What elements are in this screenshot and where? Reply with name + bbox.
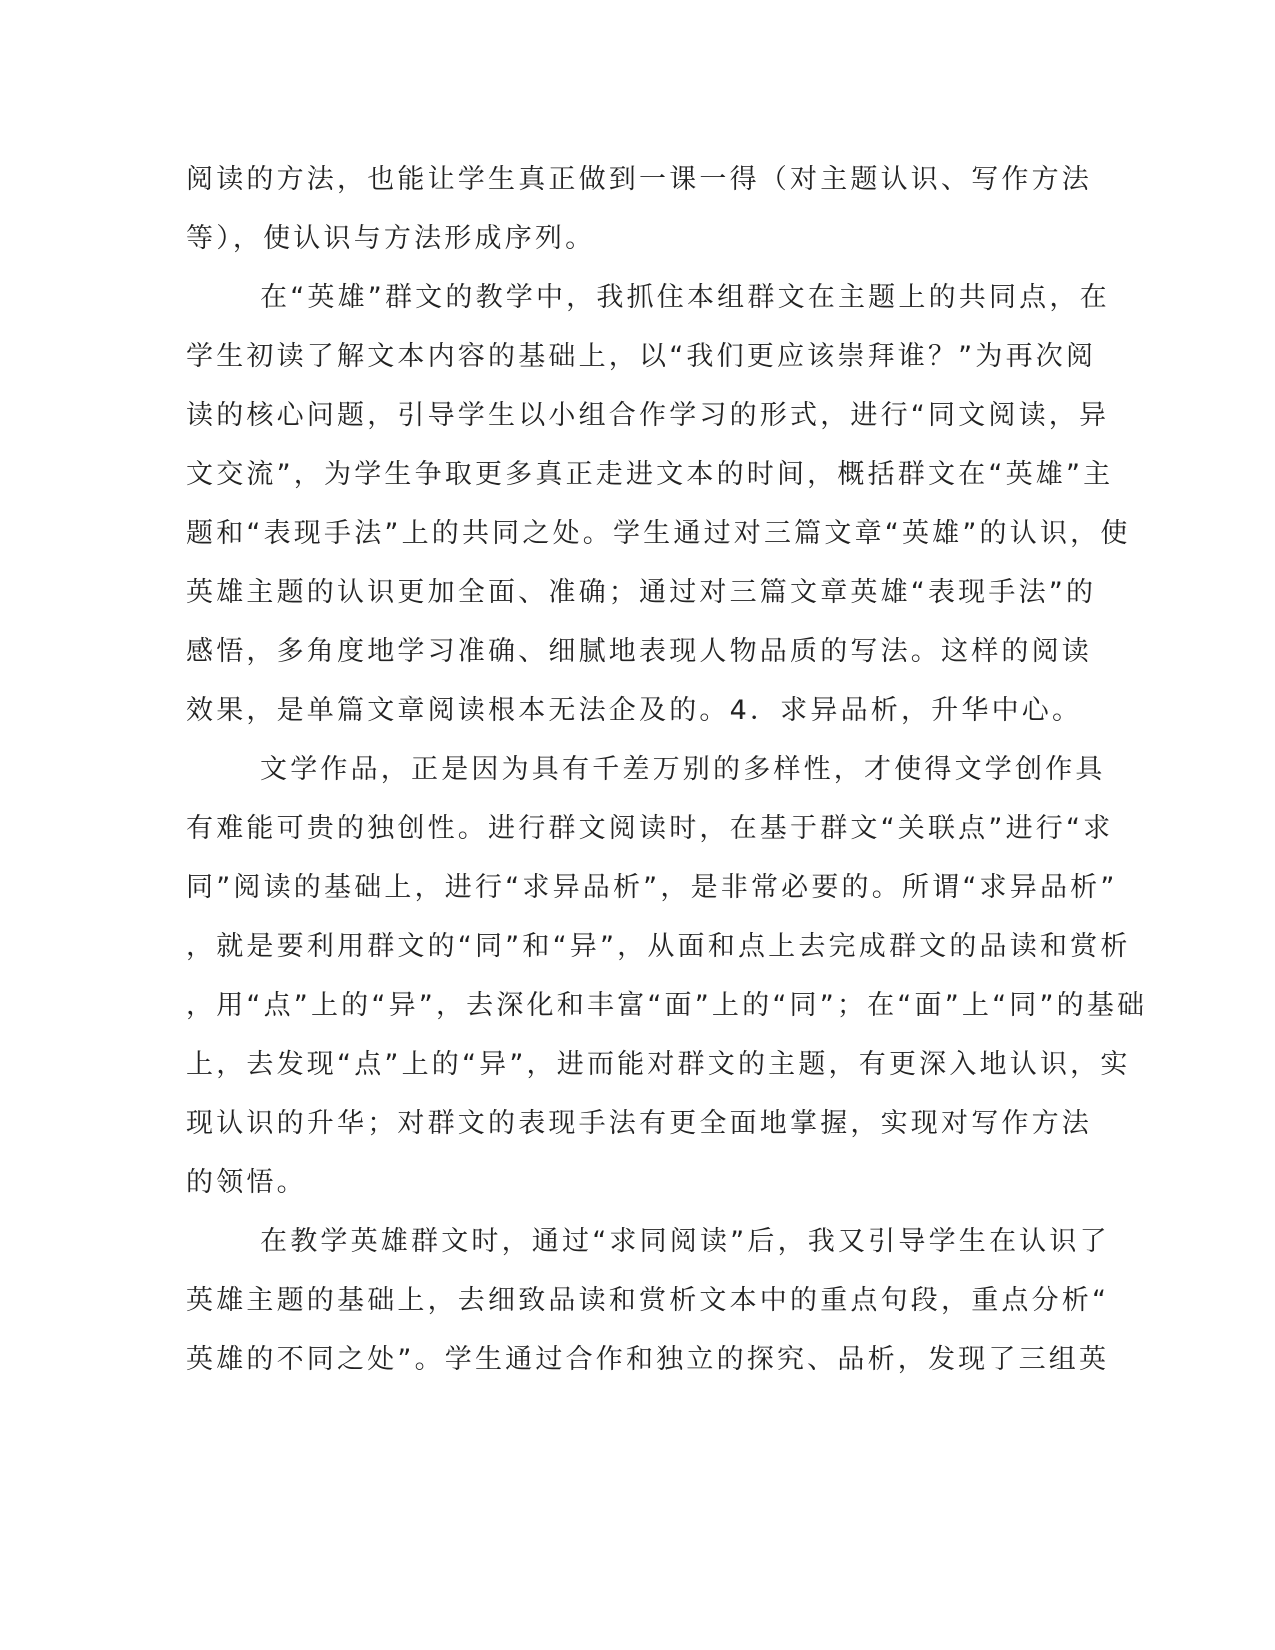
paragraph-2-line-1: 在“英雄”群文的教学中，我抓住本组群文在主题上的共同点，在 bbox=[260, 282, 1110, 313]
paragraph-3-line-5: ，用“点”上的“异”，去深化和丰富“面”上的“同”；在“面”上“同”的基础 bbox=[186, 990, 1148, 1021]
paragraph-3-line-8: 的领悟。 bbox=[186, 1167, 307, 1198]
paragraph-2-line-2: 学生初读了解文本内容的基础上，以“我们更应该崇拜谁？”为再次阅 bbox=[186, 341, 1097, 372]
paragraph-2-line-4: 文交流”，为学生争取更多真正走进文本的时间，概括群文在“英雄”主 bbox=[186, 459, 1114, 490]
paragraph-4-line-1: 在教学英雄群文时，通过“求同阅读”后，我又引导学生在认识了 bbox=[260, 1226, 1110, 1257]
paragraph-4-line-2: 英雄主题的基础上，去细致品读和赏析文本中的重点句段，重点分析“ bbox=[186, 1285, 1110, 1316]
paragraph-3-line-1: 文学作品，正是因为具有千差万别的多样性，才使得文学创作具 bbox=[260, 754, 1106, 785]
paragraph-3-line-3: 同”阅读的基础上，进行“求异品析”，是非常必要的。所谓“求异品析” bbox=[186, 872, 1118, 903]
paragraph-2-line-6: 英雄主题的认识更加全面、准确；通过对三篇文章英雄“表现手法”的 bbox=[186, 577, 1097, 608]
paragraph-4-line-3: 英雄的不同之处”。学生通过合作和独立的探究、品析，发现了三组英 bbox=[186, 1344, 1110, 1375]
paragraph-1-line-1: 阅读的方法，也能让学生真正做到一课一得（对主题认识、写作方法 bbox=[186, 164, 1092, 195]
paragraph-3-line-6: 上，去发现“点”上的“异”，进而能对群文的主题，有更深入地认识，实 bbox=[186, 1049, 1131, 1080]
paragraph-3-line-4: ，就是要利用群文的“同”和“异”，从面和点上去完成群文的品读和赏析 bbox=[186, 931, 1131, 962]
paragraph-2-line-3: 读的核心问题，引导学生以小组合作学习的形式，进行“同文阅读，异 bbox=[186, 400, 1110, 431]
paragraph-1-line-2: 等），使认识与方法形成序列。 bbox=[186, 223, 596, 254]
paragraph-3-line-7: 现认识的升华；对群文的表现手法有更全面地掌握，实现对写作方法 bbox=[186, 1108, 1092, 1139]
paragraph-2-line-8: 效果，是单篇文章阅读根本无法企及的。4．求异品析，升华中心。 bbox=[186, 695, 1083, 726]
paragraph-2-line-7: 感悟，多角度地学习准确、细腻地表现人物品质的写法。这样的阅读 bbox=[186, 636, 1092, 667]
paragraph-3-line-2: 有难能可贵的独创性。进行群文阅读时，在基于群文“关联点”进行“求 bbox=[186, 813, 1114, 844]
paragraph-2-line-5: 题和“表现手法”上的共同之处。学生通过对三篇文章“英雄”的认识，使 bbox=[186, 518, 1131, 549]
